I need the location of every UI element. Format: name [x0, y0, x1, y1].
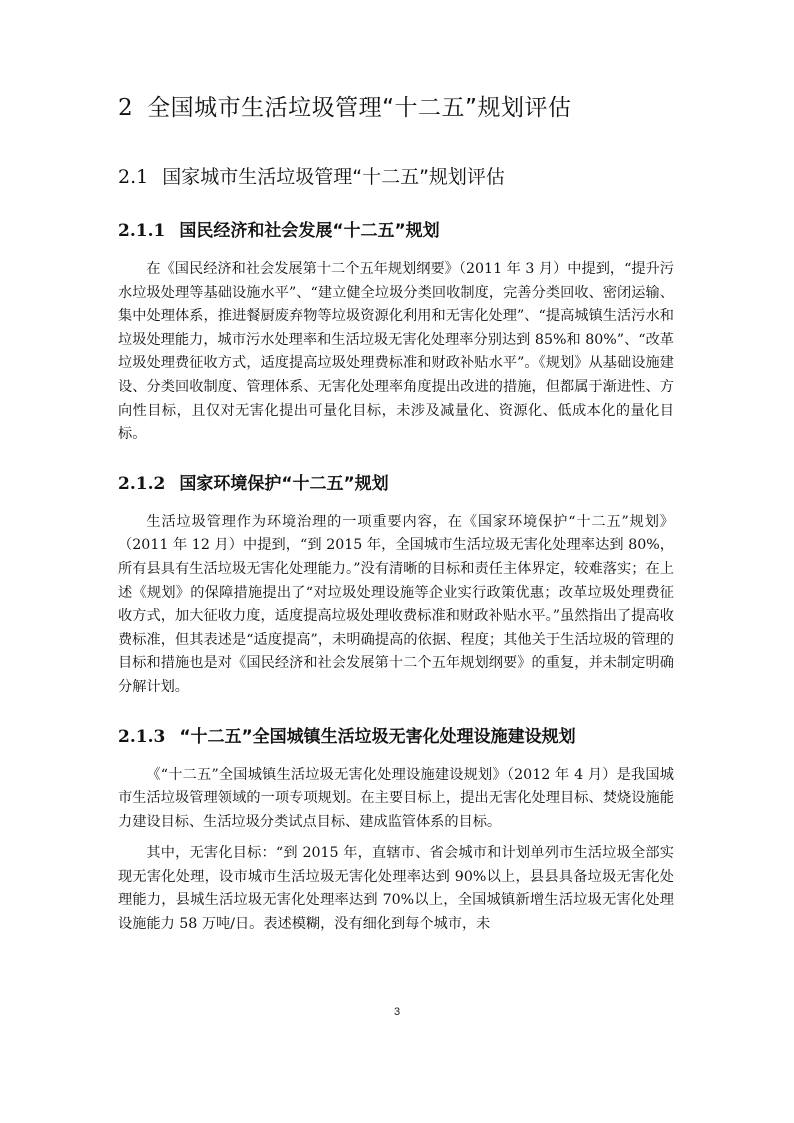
subsection-title: “十二五”全国城镇生活垃圾无害化处理设施建设规划	[179, 726, 576, 747]
paragraph: 其中，无害化目标：“到 2015 年，直辖市、省会城市和计划单列市生活垃圾全部实现无害化处理，设市城市生活垃圾无害化处理率达到 90%以上，县县具备垃圾无害化处理能力，县城生活垃圾无害化处理率达到 70%以上，全国城镇新增生活垃圾无害化处理设施能力 58 万吨/日。表述模糊，没有细化到每个城市，未	[118, 845, 674, 933]
chapter-title: 全国城市生活垃圾管理“十二五”规划评估	[147, 95, 572, 121]
paragraph: 在《国民经济和社会发展第十二个五年规划纲要》（2011 年 3 月）中提到，“提升污水垃圾处理等基础设施水平”、“建立健全垃圾分类回收制度，完善分类回收、密闭运输、集中处理体系，推进餐厨废弃物等垃圾资源化利用和无害化处理”、“提高城镇生活污水和垃圾处理能力，城市污水处理率和生活垃圾无害化处理率分别达到 85%和 80%”、“改革垃圾处理费征收方式，适度提高垃圾处理费标准和财政补贴水平”。《规划》从基础设施建设、分类回收制度、管理体系、无害化处理率角度提出改进的措施，但都属于渐进性、方向性目标，且仅对无害化提出可量化目标，未涉及减量化、资源化、低成本化的量化目标。	[118, 261, 674, 443]
subsection-heading-2-1-1	[118, 218, 674, 244]
chapter-heading	[118, 88, 674, 128]
page-number: 3	[393, 1006, 401, 1018]
subsection-title: 国家环境保护“十二五”规划	[179, 473, 389, 494]
subsection-title: 国民经济和社会发展“十二五”规划	[179, 221, 440, 241]
section-number: 2.1	[118, 166, 149, 188]
section-heading	[118, 162, 674, 192]
chapter-number: 2	[118, 95, 134, 121]
paragraph: 《“十二五”全国城镇生活垃圾无害化处理设施建设规划》（2012 年 4 月）是我国城市生活垃圾管理领域的一项专项规划。在主要目标上，提出无害化处理目标、焚烧设施能力建设目标、生活垃圾分类试点目标、建成监管体系的目标。	[118, 766, 674, 830]
subsection-heading-2-1-2	[118, 471, 674, 497]
section-title: 国家城市生活垃圾管理“十二五”规划评估	[162, 166, 505, 188]
subsection-number: 2.1.2	[118, 473, 166, 494]
document-page	[118, 88, 674, 945]
subsection-heading-2-1-3	[118, 724, 674, 750]
paragraph: 生活垃圾管理作为环境治理的一项重要内容，在《国家环境保护“十二五”规划》（2011 年 12 月）中提到，“到 2015 年，全国城市生活垃圾无害化处理率达到 80%，所有县具有生活垃圾无害化处理能力。”没有清晰的目标和责任主体界定，较难落实；在上述《规划》的保障措施提出了“对垃圾处理设施等企业实行政策优惠；改革垃圾处理费征收方式，加大征收力度，适度提高垃圾处理收费标准和财政补贴水平。”虽然指出了提高收费标准，但其表述是“适度提高”，未明确提高的依据、程度；其他关于生活垃圾的管理的目标和措施也是对《国民经济和社会发展第十二个五年规划纲要》的重复，并未制定明确分解计划。	[118, 513, 674, 695]
subsection-number: 2.1.3	[118, 726, 166, 747]
subsection-number: 2.1.1	[118, 221, 166, 241]
